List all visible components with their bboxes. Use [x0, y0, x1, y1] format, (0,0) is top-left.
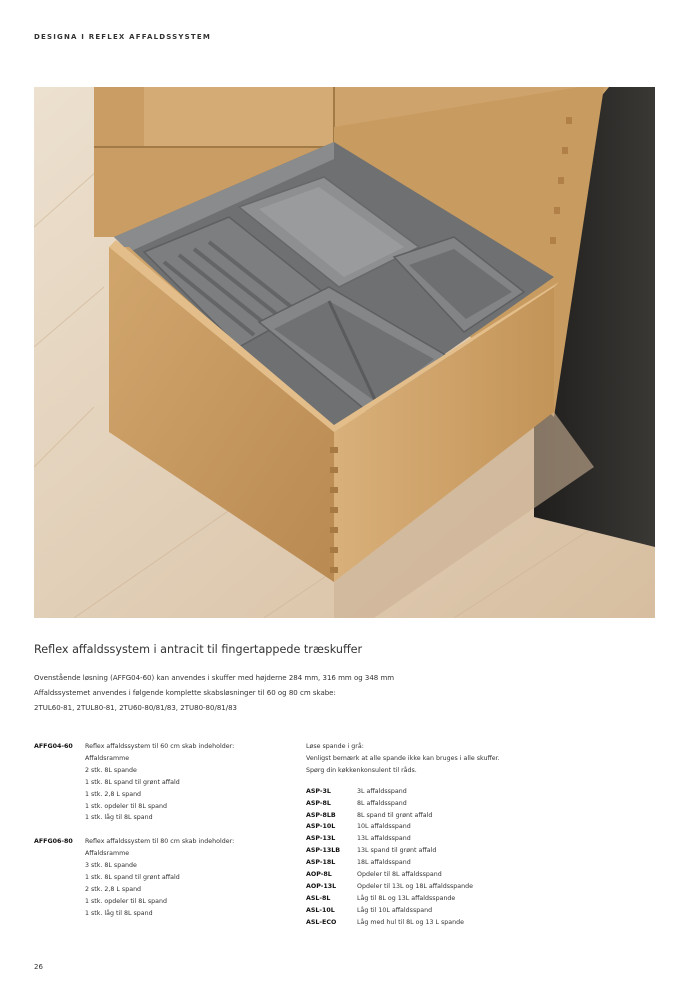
part-code: ASL-8L	[306, 894, 331, 902]
spec-line: 3 stk. 8L spande	[85, 862, 137, 870]
section-title: Reflex affaldssystem i antracit til fingertappede træskuffer	[34, 643, 363, 656]
intro-line: 2TUL60-81, 2TUL80-81, 2TU60-80/81/83, 2TU80-80/81/83	[34, 704, 237, 712]
part-description: 10L affaldsspand	[357, 823, 411, 831]
product-photo	[34, 87, 655, 618]
part-description: 13L spand til grønt affald	[357, 847, 437, 855]
spec-list	[34, 741, 234, 932]
part-code: ASP-8LB	[306, 811, 336, 819]
spec-line: 1 stk. låg til 8L spand	[85, 814, 153, 822]
note-line: Spørg din køkkenkonsulent til råds.	[306, 766, 417, 774]
spec-description	[85, 836, 234, 919]
loose-parts-column	[306, 741, 500, 929]
spec-line: Reflex affaldssystem til 80 cm skab indeholder:	[85, 838, 235, 846]
part-code: ASP-13LB	[306, 847, 341, 855]
part-row	[306, 786, 500, 798]
part-description: 3L affaldsspand	[357, 787, 407, 795]
intro-line: Affaldssystemet anvendes i følgende komplette skabsløsninger til 60 og 80 cm skabe:	[34, 689, 336, 697]
spec-code: AFFG04-60	[34, 743, 73, 750]
part-description: Låg med hul til 8L og 13 L spande	[357, 918, 464, 926]
part-row	[306, 869, 500, 881]
part-code: ASP-18L	[306, 859, 336, 867]
spec-line: 1 stk. opdeler til 8L spand	[85, 802, 167, 810]
part-row	[306, 821, 500, 833]
part-code: ASP-10L	[306, 823, 336, 831]
part-code: ASL-ECO	[306, 918, 337, 926]
note-line: Venligst bemærk at alle spande ikke kan bruges i alle skuffer.	[306, 754, 500, 762]
part-description: 8L spand til grønt affald	[357, 811, 433, 819]
part-description: 13L affaldsspand	[357, 835, 411, 843]
part-code: ASP-8L	[306, 799, 331, 807]
part-code: ASP-3L	[306, 787, 331, 795]
spec-code: AFFG06-80	[34, 838, 73, 846]
part-row	[306, 881, 500, 893]
part-row	[306, 845, 500, 857]
spec-line: 1 stk. 2,8 L spand	[85, 790, 142, 798]
spec-line: Reflex affaldssystem til 60 cm skab indeholder:	[85, 743, 235, 750]
page-number: 26	[34, 963, 43, 971]
part-code: AOP-8L	[306, 871, 332, 879]
spec-line: Affaldsramme	[85, 850, 130, 858]
part-row	[306, 917, 500, 929]
spec-line: Affaldsramme	[85, 754, 130, 762]
spec-line: 1 stk. låg til 8L spand	[85, 909, 153, 917]
part-row	[306, 857, 500, 869]
part-row	[306, 833, 500, 845]
part-row	[306, 798, 500, 810]
spec-line: 1 stk. 8L spand til grønt affald	[85, 874, 180, 882]
spec-line: 2 stk. 2,8 L spand	[85, 885, 142, 893]
intro-line: Ovenstående løsning (AFFG04-60) kan anvendes i skuffer med højderne 284 mm, 316 mm og 348 mm	[34, 674, 395, 682]
part-row	[306, 893, 500, 905]
part-description: Opdeler til 13L og 18L affaldsspande	[357, 882, 473, 890]
note-line: Løse spande i grå:	[306, 743, 364, 750]
intro-text	[34, 671, 394, 716]
spec-group	[34, 741, 234, 824]
part-description: 18L affaldsspand	[357, 859, 411, 867]
parts-list	[306, 786, 500, 929]
spec-line: 2 stk. 8L spande	[85, 766, 137, 774]
spec-line: 1 stk. opdeler til 8L spand	[85, 897, 167, 905]
breadcrumb: DESIGNA I REFLEX AFFALDSSYSTEM	[34, 33, 212, 41]
part-code: ASL-10L	[306, 906, 335, 914]
part-code: ASP-13L	[306, 835, 336, 843]
part-row	[306, 810, 500, 822]
spec-description	[85, 741, 234, 824]
part-description: 8L affaldsspand	[357, 799, 407, 807]
part-description: Opdeler til 8L affaldsspand	[357, 871, 442, 879]
part-description: Låg til 8L og 13L affaldsspande	[357, 894, 456, 902]
part-code: AOP-13L	[306, 882, 337, 890]
part-row	[306, 905, 500, 917]
spec-line: 1 stk. 8L spand til grønt affald	[85, 778, 180, 786]
spec-group	[34, 836, 234, 919]
loose-notes	[306, 741, 500, 777]
part-description: Låg til 10L affaldsspand	[357, 906, 433, 914]
